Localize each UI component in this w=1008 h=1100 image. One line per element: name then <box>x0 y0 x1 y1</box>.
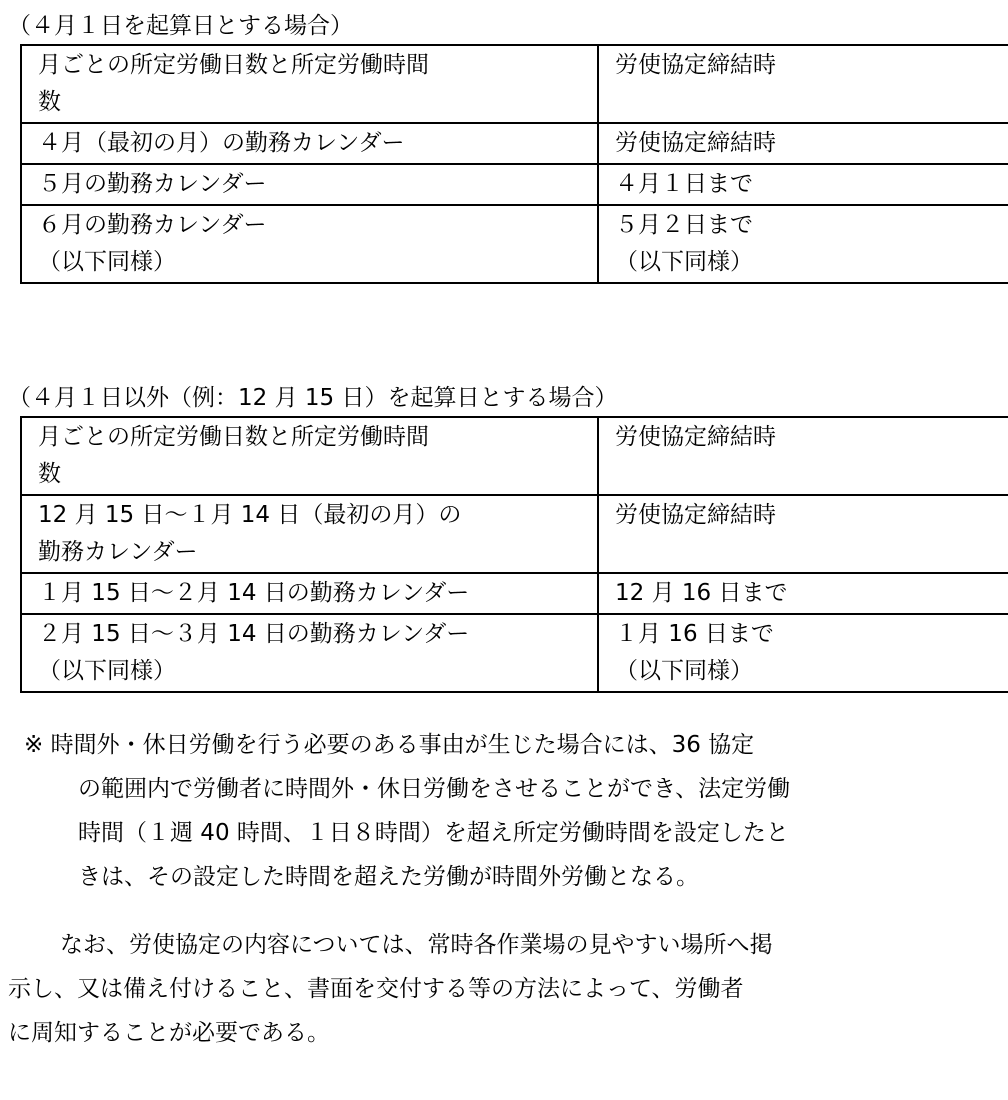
table-cell <box>598 164 1008 205</box>
cell-line: ５月２日まで <box>615 212 753 238</box>
cell-line: 12 月 15 日～１月 14 日（最初の月）の <box>38 502 462 528</box>
table-row <box>21 495 1008 573</box>
table-cell <box>598 45 1008 123</box>
table-row <box>21 614 1008 692</box>
section1-heading: （４月１日を起算日とする場合） <box>8 13 353 39</box>
cell-line: 勤務カレンダー <box>38 539 198 565</box>
table-row <box>21 164 1008 205</box>
table-cell <box>21 205 598 283</box>
table-cell <box>21 417 598 495</box>
table-cell <box>21 164 598 205</box>
cell-line: 労使協定締結時 <box>615 52 776 78</box>
cell-line: ４月１日まで <box>615 171 753 197</box>
cell-line: （以下同様） <box>615 249 753 275</box>
cell-line: ４月（最初の月）の勤務カレンダー <box>38 130 405 156</box>
cell-line: （以下同様） <box>38 658 176 684</box>
table-cell <box>21 573 598 614</box>
table-row <box>21 123 1008 164</box>
cell-line: 月ごとの所定労働日数と所定労働時間 <box>38 424 429 450</box>
paragraph-line: に周知することが必要である。 <box>8 1020 330 1046</box>
schedule-table-april <box>20 44 1008 284</box>
cell-line: 労使協定締結時 <box>615 424 776 450</box>
table-row <box>21 45 1008 123</box>
note-line: ※ 時間外・休日労働を行う必要のある事由が生じた場合には、36 協定 <box>24 732 755 758</box>
cell-line: 労使協定締結時 <box>615 130 776 156</box>
cell-line: ２月 15 日～３月 14 日の勤務カレンダー <box>38 621 470 647</box>
table-row <box>21 417 1008 495</box>
cell-line: １月 16 日まで <box>615 621 774 647</box>
cell-line: ５月の勤務カレンダー <box>38 171 267 197</box>
table-cell <box>21 45 598 123</box>
table-cell <box>598 614 1008 692</box>
table-cell <box>21 614 598 692</box>
table-row <box>21 573 1008 614</box>
closing-paragraph <box>8 923 1004 1055</box>
note-line: 時間（１週 40 時間、１日８時間）を超え所定労働時間を設定したと <box>78 820 789 846</box>
note-line: の範囲内で労働者に時間外・休日労働をさせることができ、法定労働 <box>78 776 791 802</box>
table-cell <box>598 205 1008 283</box>
cell-line: ６月の勤務カレンダー <box>38 212 267 238</box>
table-row <box>21 205 1008 283</box>
section2-heading: （４月１日以外（例：12 月 15 日）を起算日とする場合） <box>8 385 618 411</box>
note-block <box>24 723 1004 899</box>
paragraph-line: 示し、又は備え付けること、書面を交付する等の方法によって、労働者 <box>8 976 744 1002</box>
cell-line: 労使協定締結時 <box>615 502 776 528</box>
cell-line: 12 月 16 日まで <box>615 580 788 606</box>
cell-line: 数 <box>38 89 61 115</box>
table-cell <box>598 573 1008 614</box>
table-cell <box>598 417 1008 495</box>
schedule-table-other <box>20 416 1008 693</box>
table-cell <box>21 495 598 573</box>
paragraph-line: なお、労使協定の内容については、常時各作業場の見やすい場所へ掲 <box>60 932 773 958</box>
cell-line: １月 15 日～２月 14 日の勤務カレンダー <box>38 580 470 606</box>
cell-line: （以下同様） <box>615 658 753 684</box>
cell-line: 月ごとの所定労働日数と所定労働時間 <box>38 52 429 78</box>
table-cell <box>598 495 1008 573</box>
table-cell <box>598 123 1008 164</box>
cell-line: 数 <box>38 461 61 487</box>
cell-line: （以下同様） <box>38 249 176 275</box>
table-cell <box>21 123 598 164</box>
note-line: きは、その設定した時間を超えた労働が時間外労働となる。 <box>78 864 699 890</box>
